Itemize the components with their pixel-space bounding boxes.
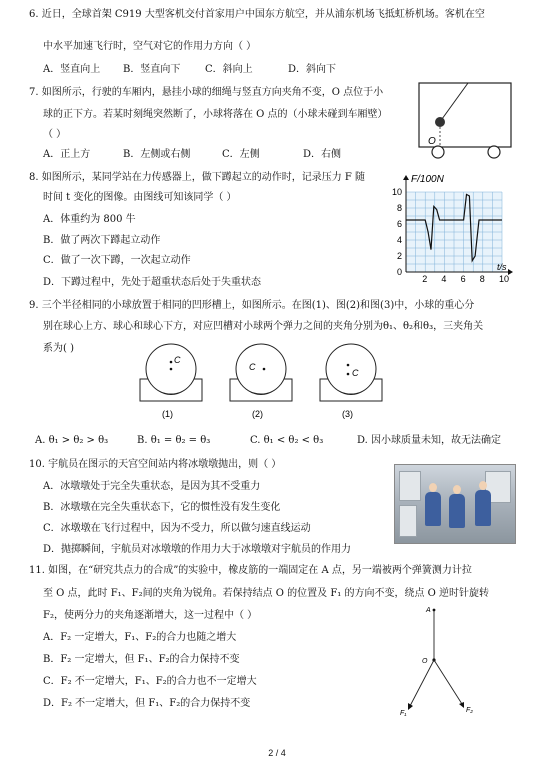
force-f1-arrow (408, 703, 413, 710)
space-station-photo (394, 464, 516, 544)
q7-carriage-figure (416, 80, 516, 162)
q9-option-b: B. θ₁ = θ₂ = θ₃ (137, 435, 211, 446)
point-a-label: A (426, 607, 431, 614)
q8-stem-line2: 时间 t 变化的图像。由图线可知该同学（ ） (43, 192, 237, 203)
q11-stem-line2: 至 O 点，此时 F₁、F₂间的夹角为锐角。若保持结点 O 的位置及 F₁ 的方向不变，绕点 O 逆时针旋转 (43, 588, 490, 599)
q8-option-a: A．体重约为 800 牛 (43, 214, 136, 225)
q7-option-b: B．左侧或右侧 (123, 149, 191, 160)
q9-stem-line1: 9. 三个半径相同的小球放置于相同的凹形槽上，如图所示。在图(1)、图(2)和图(3)中，小球的重心分 (29, 300, 475, 311)
ball-1-gravity-center (170, 361, 173, 364)
q6-stem-line2: 中水平加速飞行时，空气对它的作用力方向（ ） (43, 41, 257, 52)
fig-label-1: (1) (162, 409, 173, 419)
y-axis-label: F/100N (411, 174, 444, 185)
ball-2-c-label: C (249, 362, 256, 372)
q11-stem-line3: F₂，使两分力的夹角逐渐增大，这一过程中（ ） (43, 610, 258, 621)
q8-force-time-chart (384, 170, 518, 282)
x-tick-label: 8 (479, 274, 485, 282)
q6-stem-line1: 6. 近日，全球首架 C919 大型客机交付首家用户中国东方航空，并从浦东机场飞抵虹桥机场。客机在空 (29, 9, 485, 20)
q10-option-b: B．冰墩墩在完全失重状态下，它的惯性没有发生变化 (43, 502, 281, 513)
y-tick-label: 6 (397, 219, 403, 229)
q11-option-d: D．F₂ 不一定增大，但 F₁、F₂的合力保持不变 (43, 698, 251, 709)
q8-option-c: C．做了一次下蹲，一次起立动作 (43, 255, 191, 266)
x-tick-label: 4 (441, 274, 447, 282)
x-axis-label: t/s (497, 262, 507, 272)
hanging-ball (435, 117, 445, 127)
astronaut-middle (449, 494, 465, 528)
q10-option-d: D．抛掷瞬间，宇航员对冰墩墩的作用力大于冰墩墩对宇航员的作用力 (43, 544, 352, 555)
q11-force-figure (396, 600, 486, 718)
q11-option-c: C．F₂ 不一定增大，F₁、F₂的合力也不一定增大 (43, 676, 257, 687)
q9-option-d: D. 因小球质量未知，故无法确定 (357, 435, 502, 446)
ball-2 (236, 344, 286, 394)
q7-option-d: D．右侧 (303, 149, 342, 160)
q9-option-c: C. θ₁ < θ₂ < θ₃ (250, 435, 324, 446)
q9-stem-line2: 别在球心上方、球心和球心下方，对应凹槽对小球两个弹力之间的夹角分别为θ₁、θ₂和θ₃，三夹角关 (43, 321, 484, 332)
point-a (433, 609, 436, 612)
force-f1-line (410, 660, 434, 706)
q6-option-b: B．竖直向下 (123, 64, 181, 75)
ball-1-center (170, 368, 173, 371)
force-f2-line (434, 660, 462, 704)
fig-label-3: (3) (342, 409, 353, 419)
groove-figure-2 (230, 344, 292, 419)
q9-option-a: A. θ₁ > θ₂ > θ₃ (35, 435, 109, 446)
y-tick-label: 8 (397, 203, 403, 213)
ball-3-center (347, 364, 350, 367)
y-tick-label: 4 (397, 235, 403, 245)
q9-groove-figures (130, 343, 400, 425)
q11-option-a: A．F₂ 一定增大，F₁、F₂的合力也随之增大 (43, 632, 237, 643)
q10-option-a: A．冰墩墩处于完全失重状态，是因为其不受重力 (43, 481, 261, 492)
y-tick-label: 0 (397, 267, 403, 277)
q7-stem-line1: 7. 如图所示，行驶的车厢内，悬挂小球的细绳与竖直方向夹角不变，O 点位于小 (29, 87, 384, 98)
x-tick-label: 10 (499, 274, 510, 282)
q7-option-a: A．正上方 (43, 149, 91, 160)
q8-option-d: D．下蹲过程中，先处于超重状态后处于失重状态 (43, 277, 262, 288)
force-f2-label: F₂ (466, 707, 473, 714)
q7-stem-line2: 球的正下方。若某时刻绳突然断了，小球将落在 O 点的（小球未碰到车厢壁） (43, 109, 388, 120)
q6-option-c: C．斜向上 (205, 64, 253, 75)
q11-stem-line1: 11. 如图，在“研究共点力的合成”的实验中，橡皮筋的一端固定在 A 点，另一端被两个弹簧测力计拉 (29, 565, 472, 576)
left-wheel (432, 146, 444, 158)
page-number: 2 / 4 (268, 748, 286, 758)
fig-label-2: (2) (252, 409, 263, 419)
y-axis-arrow (403, 175, 409, 180)
x-tick-label: 6 (460, 274, 466, 282)
ball-2-center (263, 368, 266, 371)
q6-option-d: D．斜向下 (288, 64, 337, 75)
groove-figure-1 (140, 344, 202, 419)
q8-option-b: B．做了两次下蹲起立动作 (43, 235, 161, 246)
point-o-label: O (422, 658, 428, 665)
x-tick-label: 2 (422, 274, 428, 282)
y-tick-label: 10 (392, 187, 403, 197)
y-tick-label: 2 (397, 251, 403, 261)
ball-3-gravity-center (347, 373, 350, 376)
right-wheel (488, 146, 500, 158)
point-o-label: O (428, 136, 436, 147)
groove-figure-3 (320, 344, 382, 419)
q9-stem-line3: 系为( ) (43, 343, 74, 354)
ball-1-c-label: C (174, 355, 181, 365)
q8-stem-line1: 8. 如图所示，某同学站在力传感器上，做下蹲起立的动作时，记录压力 F 随 (29, 172, 366, 183)
q10-option-c: C．冰墩墩在飞行过程中，因为不受力，所以做匀速直线运动 (43, 523, 311, 534)
ball-3-c-label: C (352, 368, 359, 378)
ball-3 (326, 344, 376, 394)
q11-option-b: B．F₂ 一定增大，但 F₁、F₂的合力保持不变 (43, 654, 240, 665)
q6-option-a: A．竖直向上 (43, 64, 101, 75)
astronaut-left (425, 492, 441, 526)
hanging-string (442, 83, 468, 119)
force-f1-label: F₁ (400, 710, 407, 717)
q7-option-c: C．左侧 (222, 149, 260, 160)
q7-stem-line3: （ ） (43, 129, 67, 140)
astronaut-right (475, 490, 491, 526)
q10-stem: 10. 宇航员在图示的天宫空间站内将冰墩墩抛出，则（ ） (29, 459, 282, 470)
